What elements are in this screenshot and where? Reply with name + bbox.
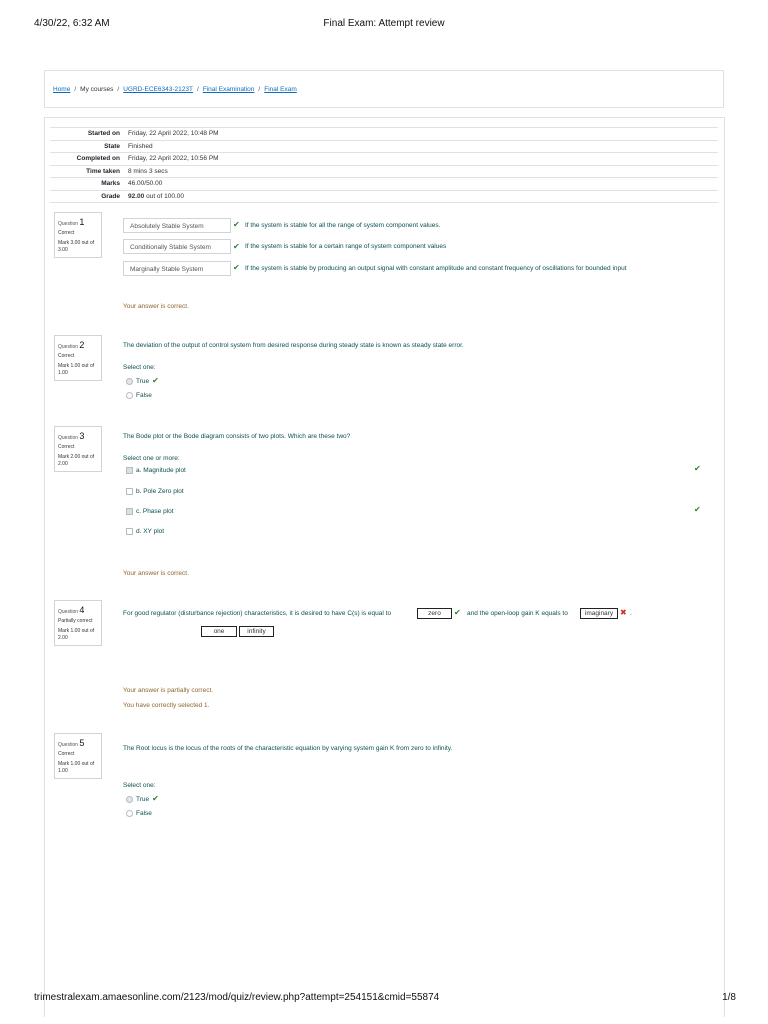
- checkbox[interactable]: [126, 508, 133, 515]
- radio-button[interactable]: [126, 796, 133, 803]
- summary-label: Grade: [50, 190, 124, 203]
- option-d[interactable]: [126, 528, 164, 535]
- question-3-prompt: Select one or more:: [123, 455, 180, 462]
- grade-total: out of 100.00: [144, 192, 185, 200]
- option-label: True: [136, 795, 150, 803]
- radio-button[interactable]: [126, 810, 133, 817]
- question-state: Correct: [58, 444, 75, 451]
- question-4-text-before: For good regulator (disturbance rejection) characteristics, it is desired to have C(s) is equal to: [123, 610, 392, 617]
- check-icon: ✔: [454, 608, 461, 617]
- question-4-info: [54, 600, 102, 646]
- question-number: Question 2: [58, 340, 85, 350]
- radio-button[interactable]: [126, 378, 133, 385]
- breadcrumb: Home / My courses / UGRD-ECE6343-2123T / Final Examination / Final Exam: [53, 86, 297, 93]
- summary-value: 46.00/50.00: [124, 178, 718, 191]
- check-icon: ✔: [694, 464, 701, 473]
- radio-button[interactable]: [126, 392, 133, 399]
- question-state: Partially correct: [58, 618, 93, 625]
- checkbox[interactable]: [126, 528, 133, 535]
- summary-value: Finished: [124, 140, 718, 153]
- drop-zone-1[interactable]: zero: [417, 608, 452, 619]
- table-row: [50, 153, 718, 166]
- attempt-review-panel: [44, 117, 725, 1017]
- print-page-number: 1/8: [722, 992, 736, 1003]
- question-4-text-after: .: [630, 610, 632, 617]
- breadcrumb-panel: [44, 70, 724, 108]
- breadcrumb-home[interactable]: Home: [53, 86, 71, 93]
- question-5-info: [54, 733, 102, 779]
- question-state: Correct: [58, 230, 75, 237]
- question-3-feedback: Your answer is correct.: [123, 570, 189, 577]
- summary-grade: [124, 190, 718, 203]
- cross-icon: ✖: [620, 608, 627, 617]
- summary-label: Started on: [50, 128, 124, 141]
- summary-label: Completed on: [50, 153, 124, 166]
- grade-value: 92.00: [128, 192, 145, 200]
- option-true[interactable]: [126, 377, 159, 385]
- question-mark: Mark 1.00 out of 1.00: [58, 362, 95, 376]
- table-row: [50, 128, 718, 141]
- drag-choice-one[interactable]: one: [201, 626, 237, 637]
- option-false[interactable]: [126, 392, 152, 399]
- check-icon: ✔: [233, 242, 240, 251]
- question-number: Question 5: [58, 738, 85, 748]
- question-5-text: The Root locus is the locus of the roots of the characteristic equation by varying system gain K from zero to infinity.: [123, 745, 453, 752]
- summary-label: Time taken: [50, 165, 124, 178]
- summary-value: 8 mins 3 secs: [124, 165, 718, 178]
- match-select-2[interactable]: Conditionally Stable System: [123, 239, 231, 254]
- question-1-feedback: Your answer is correct.: [123, 303, 189, 310]
- summary-label: Marks: [50, 178, 124, 191]
- option-label: a. Magnitude plot: [136, 467, 186, 474]
- question-5-prompt: Select one:: [123, 782, 156, 789]
- question-4-feedback-detail: You have correctly selected 1.: [123, 702, 210, 709]
- check-icon: ✔: [152, 376, 159, 385]
- question-mark: Mark 1.00 out of 2.00: [58, 627, 95, 641]
- question-3-text: The Bode plot or the Bode diagram consists of two plots. Which are these two?: [123, 433, 351, 440]
- question-mark: Mark 1.00 out of 1.00: [58, 760, 95, 774]
- question-2-text: The deviation of the output of control system from desired response during steady state is known as steady state error.: [123, 342, 464, 349]
- drag-choice-infinity[interactable]: infinity: [239, 626, 274, 637]
- match-answer-2: If the system is stable for a certain range of system component values: [245, 243, 447, 250]
- table-row: [50, 165, 718, 178]
- question-mark: Mark 3.00 out of 3.00: [58, 239, 95, 253]
- match-answer-1: If the system is stable for all the range of system component values.: [245, 222, 441, 229]
- option-b[interactable]: [126, 488, 184, 495]
- question-4-feedback: Your answer is partially correct.: [123, 687, 214, 694]
- checkbox[interactable]: [126, 488, 133, 495]
- attempt-summary-table: [50, 127, 718, 203]
- match-answer-3: If the system is stable by producing an output signal with constant amplitude and constant frequency of oscillations for bounded input: [245, 265, 627, 272]
- check-icon: ✔: [233, 263, 240, 272]
- summary-value: Friday, 22 April 2022, 10:56 PM: [124, 153, 718, 166]
- option-true[interactable]: [126, 795, 159, 803]
- summary-value: Friday, 22 April 2022, 10:48 PM: [124, 128, 718, 141]
- print-url: trimestralexam.amaesonline.com/2123/mod/quiz/review.php?attempt=254151&cmid=55874: [34, 992, 440, 1003]
- question-number: Question 1: [58, 217, 85, 227]
- option-label: False: [136, 810, 152, 817]
- match-select-3[interactable]: Marginally Stable System: [123, 261, 231, 276]
- option-label: d. XY plot: [136, 528, 165, 535]
- question-number: Question 3: [58, 431, 85, 441]
- table-row: [50, 140, 718, 153]
- match-select-1[interactable]: Absolutely Stable System: [123, 218, 231, 233]
- check-icon: ✔: [694, 505, 701, 514]
- question-1-info: [54, 212, 102, 258]
- option-label: b. Pole Zero plot: [136, 488, 184, 495]
- question-3-info: [54, 426, 102, 472]
- check-icon: ✔: [233, 220, 240, 229]
- question-2-prompt: Select one:: [123, 364, 156, 371]
- table-row: [50, 190, 718, 203]
- option-label: c. Phase plot: [136, 508, 174, 515]
- breadcrumb-section[interactable]: Final Examination: [202, 86, 255, 93]
- drop-zone-2[interactable]: imaginary: [580, 608, 618, 619]
- option-c[interactable]: [126, 508, 174, 515]
- option-false[interactable]: [126, 810, 152, 817]
- check-icon: ✔: [152, 794, 159, 803]
- question-mark: Mark 2.00 out of 2.00: [58, 453, 95, 467]
- option-a[interactable]: [126, 467, 186, 474]
- question-4-text-middle: and the open-loop gain K equals to: [467, 610, 568, 617]
- checkbox[interactable]: [126, 467, 133, 474]
- breadcrumb-quiz[interactable]: Final Exam: [264, 86, 297, 93]
- option-label: False: [136, 392, 152, 399]
- option-label: True: [136, 377, 150, 385]
- summary-label: State: [50, 140, 124, 153]
- table-row: [50, 178, 718, 191]
- question-state: Correct: [58, 751, 75, 758]
- breadcrumb-my-courses: My courses: [80, 86, 114, 93]
- print-title: Final Exam: Attempt review: [323, 18, 445, 29]
- breadcrumb-course[interactable]: UGRD-ECE6343-2123T: [123, 86, 193, 93]
- question-number: Question 4: [58, 605, 85, 615]
- question-state: Correct: [58, 353, 75, 360]
- print-date: 4/30/22, 6:32 AM: [34, 18, 110, 29]
- question-2-info: [54, 335, 102, 381]
